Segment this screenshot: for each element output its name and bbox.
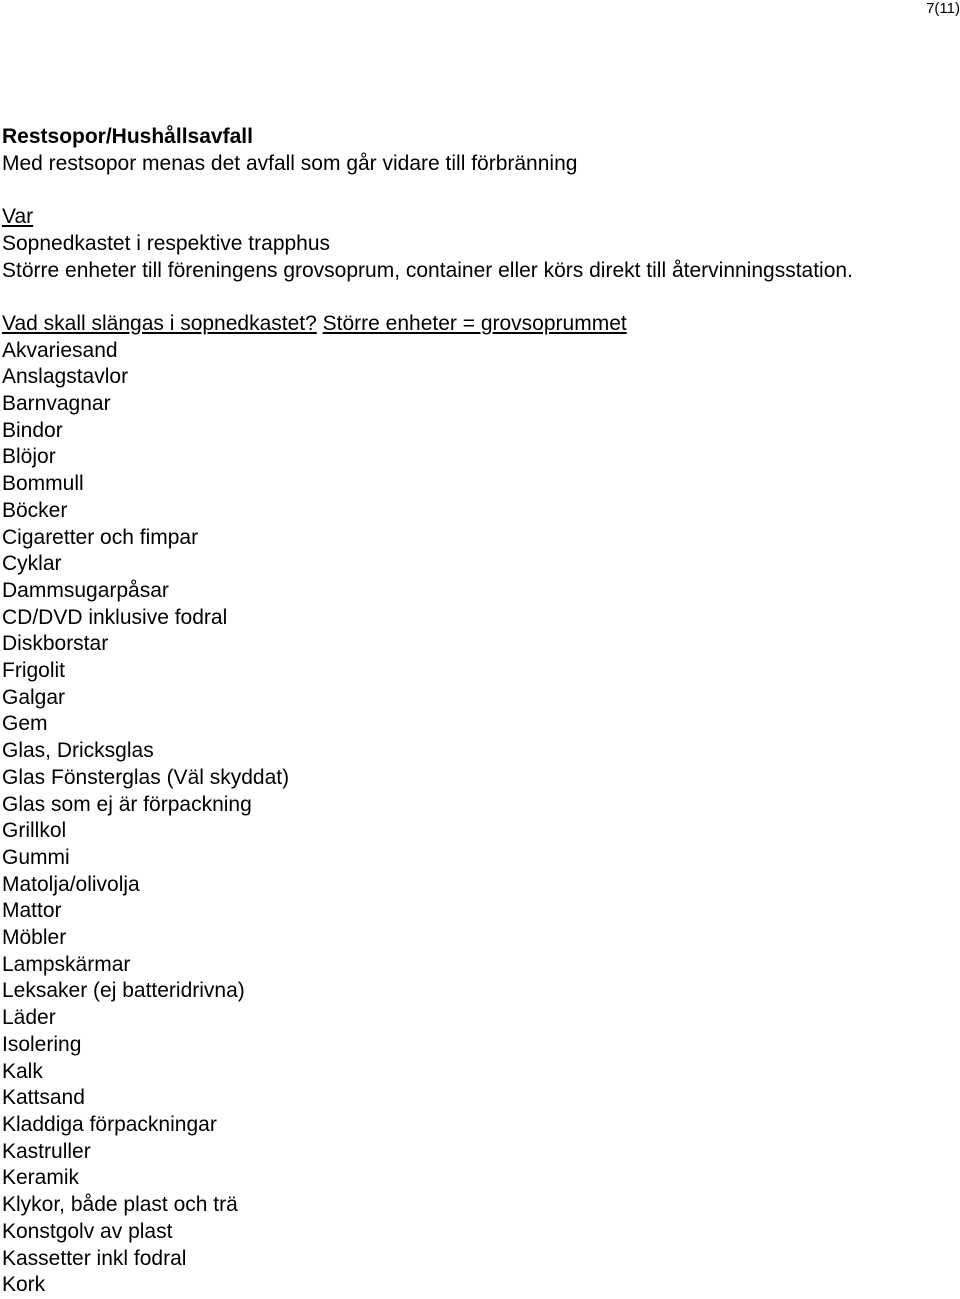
waste-item: Galgar xyxy=(2,685,66,709)
waste-item: Glas Fönsterglas (Väl skyddat) xyxy=(2,765,290,789)
waste-item: Böcker xyxy=(2,498,68,522)
waste-item: CD/DVD inklusive fodral xyxy=(2,605,228,629)
waste-item: Kalk xyxy=(2,1059,43,1083)
waste-item: Dammsugarpåsar xyxy=(2,578,169,602)
waste-item: Läder xyxy=(2,1006,56,1030)
waste-item: Leksaker (ej batteridrivna) xyxy=(2,979,245,1003)
page-number: 7(11) xyxy=(926,0,960,17)
waste-item: Grillkol xyxy=(2,819,67,843)
spacer xyxy=(2,177,853,204)
waste-item: Blöjor xyxy=(2,445,56,469)
what-note: Större enheter = grovsoprummet xyxy=(322,311,627,335)
waste-item: Konstgolv av plast xyxy=(2,1219,173,1243)
waste-item: Kastruller xyxy=(2,1139,91,1163)
waste-item-list xyxy=(2,338,853,1299)
where-line: Större enheter till föreningens grovsoprum, container eller körs direkt till återvinningsstation. xyxy=(2,258,853,282)
waste-item: Diskborstar xyxy=(2,632,109,656)
waste-item: Matolja/olivolja xyxy=(2,872,140,896)
document-body xyxy=(2,124,853,1299)
waste-item: Cyklar xyxy=(2,552,62,576)
where-heading: Var xyxy=(2,205,34,229)
waste-item: Barnvagnar xyxy=(2,392,111,415)
waste-item: Kork xyxy=(2,1273,46,1297)
waste-item: Mattor xyxy=(2,899,62,923)
what-question: Vad skall slängas i sopnedkastet? xyxy=(2,311,317,335)
waste-item: Isolering xyxy=(2,1032,82,1056)
section-title: Restsopor/Hushållsavfall xyxy=(2,125,253,148)
waste-item: Gem xyxy=(2,712,48,736)
section-intro: Med restsopor menas det avfall som går vidare till förbränning xyxy=(2,151,578,175)
waste-item: Klykor, både plast och trä xyxy=(2,1193,238,1217)
waste-item: Lampskärmar xyxy=(2,952,131,976)
waste-item: Bommull xyxy=(2,472,84,496)
waste-item: Akvariesand xyxy=(2,338,118,362)
waste-item: Cigaretter och fimpar xyxy=(2,525,199,549)
what-heading-row xyxy=(2,311,853,338)
waste-item: Bindor xyxy=(2,418,63,442)
waste-item: Gummi xyxy=(2,845,70,869)
waste-item: Keramik xyxy=(2,1166,80,1190)
where-line: Sopnedkastet i respektive trapphus xyxy=(2,231,331,255)
waste-item: Kattsand xyxy=(2,1086,85,1110)
waste-item: Anslagstavlor xyxy=(2,365,129,389)
waste-item: Frigolit xyxy=(2,659,66,683)
spacer xyxy=(2,284,853,311)
waste-item: Möbler xyxy=(2,926,67,950)
waste-item: Kladdiga förpackningar xyxy=(2,1112,217,1136)
waste-item: Glas som ej är förpackning xyxy=(2,792,252,816)
waste-item: Kassetter inkl fodral xyxy=(2,1246,187,1270)
waste-item: Glas, Dricksglas xyxy=(2,739,154,763)
